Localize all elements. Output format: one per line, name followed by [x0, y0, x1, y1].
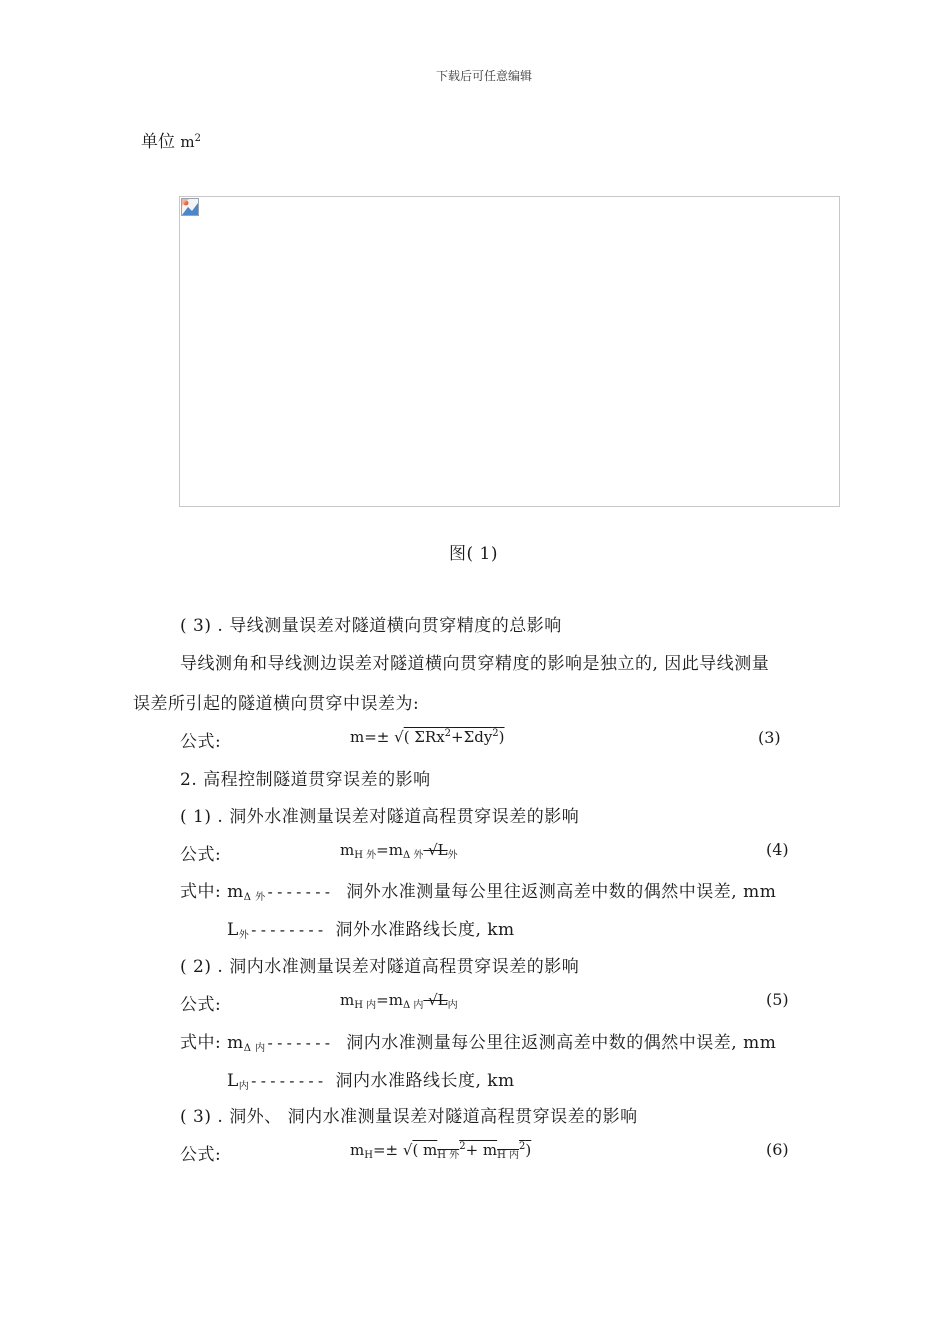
formula-3-exp-a: 2	[444, 728, 452, 739]
formula-5-L-sub: 内	[238, 1081, 250, 1092]
formula-5-where-label: 式中: m	[180, 1033, 244, 1053]
formula-3-term-a: ( ΣRx	[403, 728, 445, 746]
formula-6-sub: H	[364, 1150, 373, 1161]
formula-5	[340, 991, 458, 1011]
formula-4-where-dash: -------	[265, 883, 333, 901]
formula-5-sub-2: Δ 内	[402, 1000, 424, 1011]
equation-number-6: (6)	[766, 1140, 789, 1159]
equation-number-5: (5)	[766, 990, 789, 1009]
broken-image-icon	[181, 198, 199, 216]
formula-4	[340, 841, 458, 861]
formula-6-plus: + m	[465, 1141, 498, 1159]
formula-5-L-dash: --------	[249, 1072, 326, 1090]
formula-5-where-sub: Δ 内	[243, 1043, 266, 1054]
formula-3-close: )	[498, 728, 505, 746]
formula-4-where-label: 式中: m	[180, 882, 244, 902]
formula-3-label: 公式:	[180, 732, 222, 752]
formula-4-L: L	[227, 920, 239, 940]
formula-4-sub-1: H 外	[354, 850, 377, 861]
formula-5-sub-3: 内	[447, 1000, 458, 1011]
formula-6-radicand	[412, 1141, 531, 1159]
formula-6-m: m	[350, 1141, 365, 1159]
formula-6-label: 公式:	[180, 1145, 222, 1165]
paragraph-line-1: 导线测角和导线测边误差对隧道横向贯穿精度的影响是独立的, 因此导线测量	[180, 654, 770, 674]
paragraph-line-2: 误差所引起的隧道横向贯穿中误差为:	[133, 694, 420, 714]
formula-3-term-b: +Σdy	[451, 728, 493, 746]
formula-6-term-a: ( m	[412, 1141, 438, 1159]
formula-4-length	[227, 915, 515, 941]
formula-5-m: m	[340, 991, 355, 1009]
equation-number-4: (4)	[766, 840, 789, 859]
formula-6-eq: =± √	[372, 1141, 413, 1159]
formula-6-term-b-sub: H 内	[497, 1150, 520, 1161]
formula-5-eq: =m	[376, 991, 403, 1009]
formula-6-term-a-sub: H 外	[437, 1150, 460, 1161]
formula-4-L-dash: --------	[249, 921, 326, 939]
subsection-1-title: ( 1) . 洞外水准测量误差对隧道高程贯穿误差的影响	[180, 807, 580, 827]
formula-5-root: √L	[423, 991, 448, 1009]
equation-number-3: (3)	[758, 728, 781, 747]
formula-4-m: m	[340, 841, 355, 859]
subsection-2-title: ( 2) . 洞内水准测量误差对隧道高程贯穿误差的影响	[180, 957, 580, 977]
formula-4-L-text: 洞外水准路线长度, km	[335, 920, 515, 940]
formula-4-sub-2: Δ 外	[402, 850, 424, 861]
formula-4-sub-3: 外	[447, 850, 458, 861]
page-header: 下载后可任意编辑	[436, 69, 533, 83]
section-3-title: ( 3) . 导线测量误差对隧道横向贯穿精度的总影响	[180, 616, 562, 636]
unit-exponent: 2	[194, 133, 202, 144]
figure-caption: 图( 1)	[449, 544, 498, 564]
formula-5-label: 公式:	[180, 995, 222, 1015]
formula-5-where-text: 洞内水准测量每公里往返测高差中数的偶然中误差, mm	[346, 1033, 777, 1053]
formula-5-length	[227, 1066, 515, 1092]
formula-5-sub-1: H 内	[354, 1000, 377, 1011]
formula-4-label: 公式:	[180, 845, 222, 865]
formula-6-term-b-exp: 2	[519, 1141, 526, 1152]
subsection-3-title: ( 3) . 洞外、 洞内水准测量误差对隧道高程贯穿误差的影响	[180, 1107, 638, 1127]
formula-3-exp-b: 2	[492, 728, 499, 739]
formula-4-L-sub: 外	[238, 930, 250, 941]
formula-4-where	[180, 877, 776, 903]
section-2-heading: 2. 高程控制隧道贯穿误差的影响	[180, 770, 431, 790]
formula-3-radicand	[404, 728, 505, 746]
figure-image	[179, 196, 840, 507]
formula-6	[350, 1141, 531, 1161]
formula-5-where-dash: -------	[265, 1034, 333, 1052]
formula-4-root: √L	[423, 841, 448, 859]
formula-5-L-text: 洞内水准路线长度, km	[335, 1071, 515, 1091]
formula-4-where-text: 洞外水准测量每公里往返测高差中数的偶然中误差, mm	[346, 882, 777, 902]
formula-6-close: )	[525, 1141, 532, 1159]
unit-value: m	[180, 133, 195, 151]
unit-label: 单位	[141, 132, 175, 152]
formula-4-eq: =m	[376, 841, 403, 859]
formula-6-term-a-exp: 2	[459, 1141, 466, 1152]
formula-5-L: L	[227, 1071, 239, 1091]
formula-3-lhs: m=± √	[350, 728, 404, 746]
formula-5-where	[180, 1028, 776, 1054]
unit-line	[141, 127, 201, 152]
formula-4-where-sub: Δ 外	[243, 892, 266, 903]
formula-3	[350, 728, 505, 746]
